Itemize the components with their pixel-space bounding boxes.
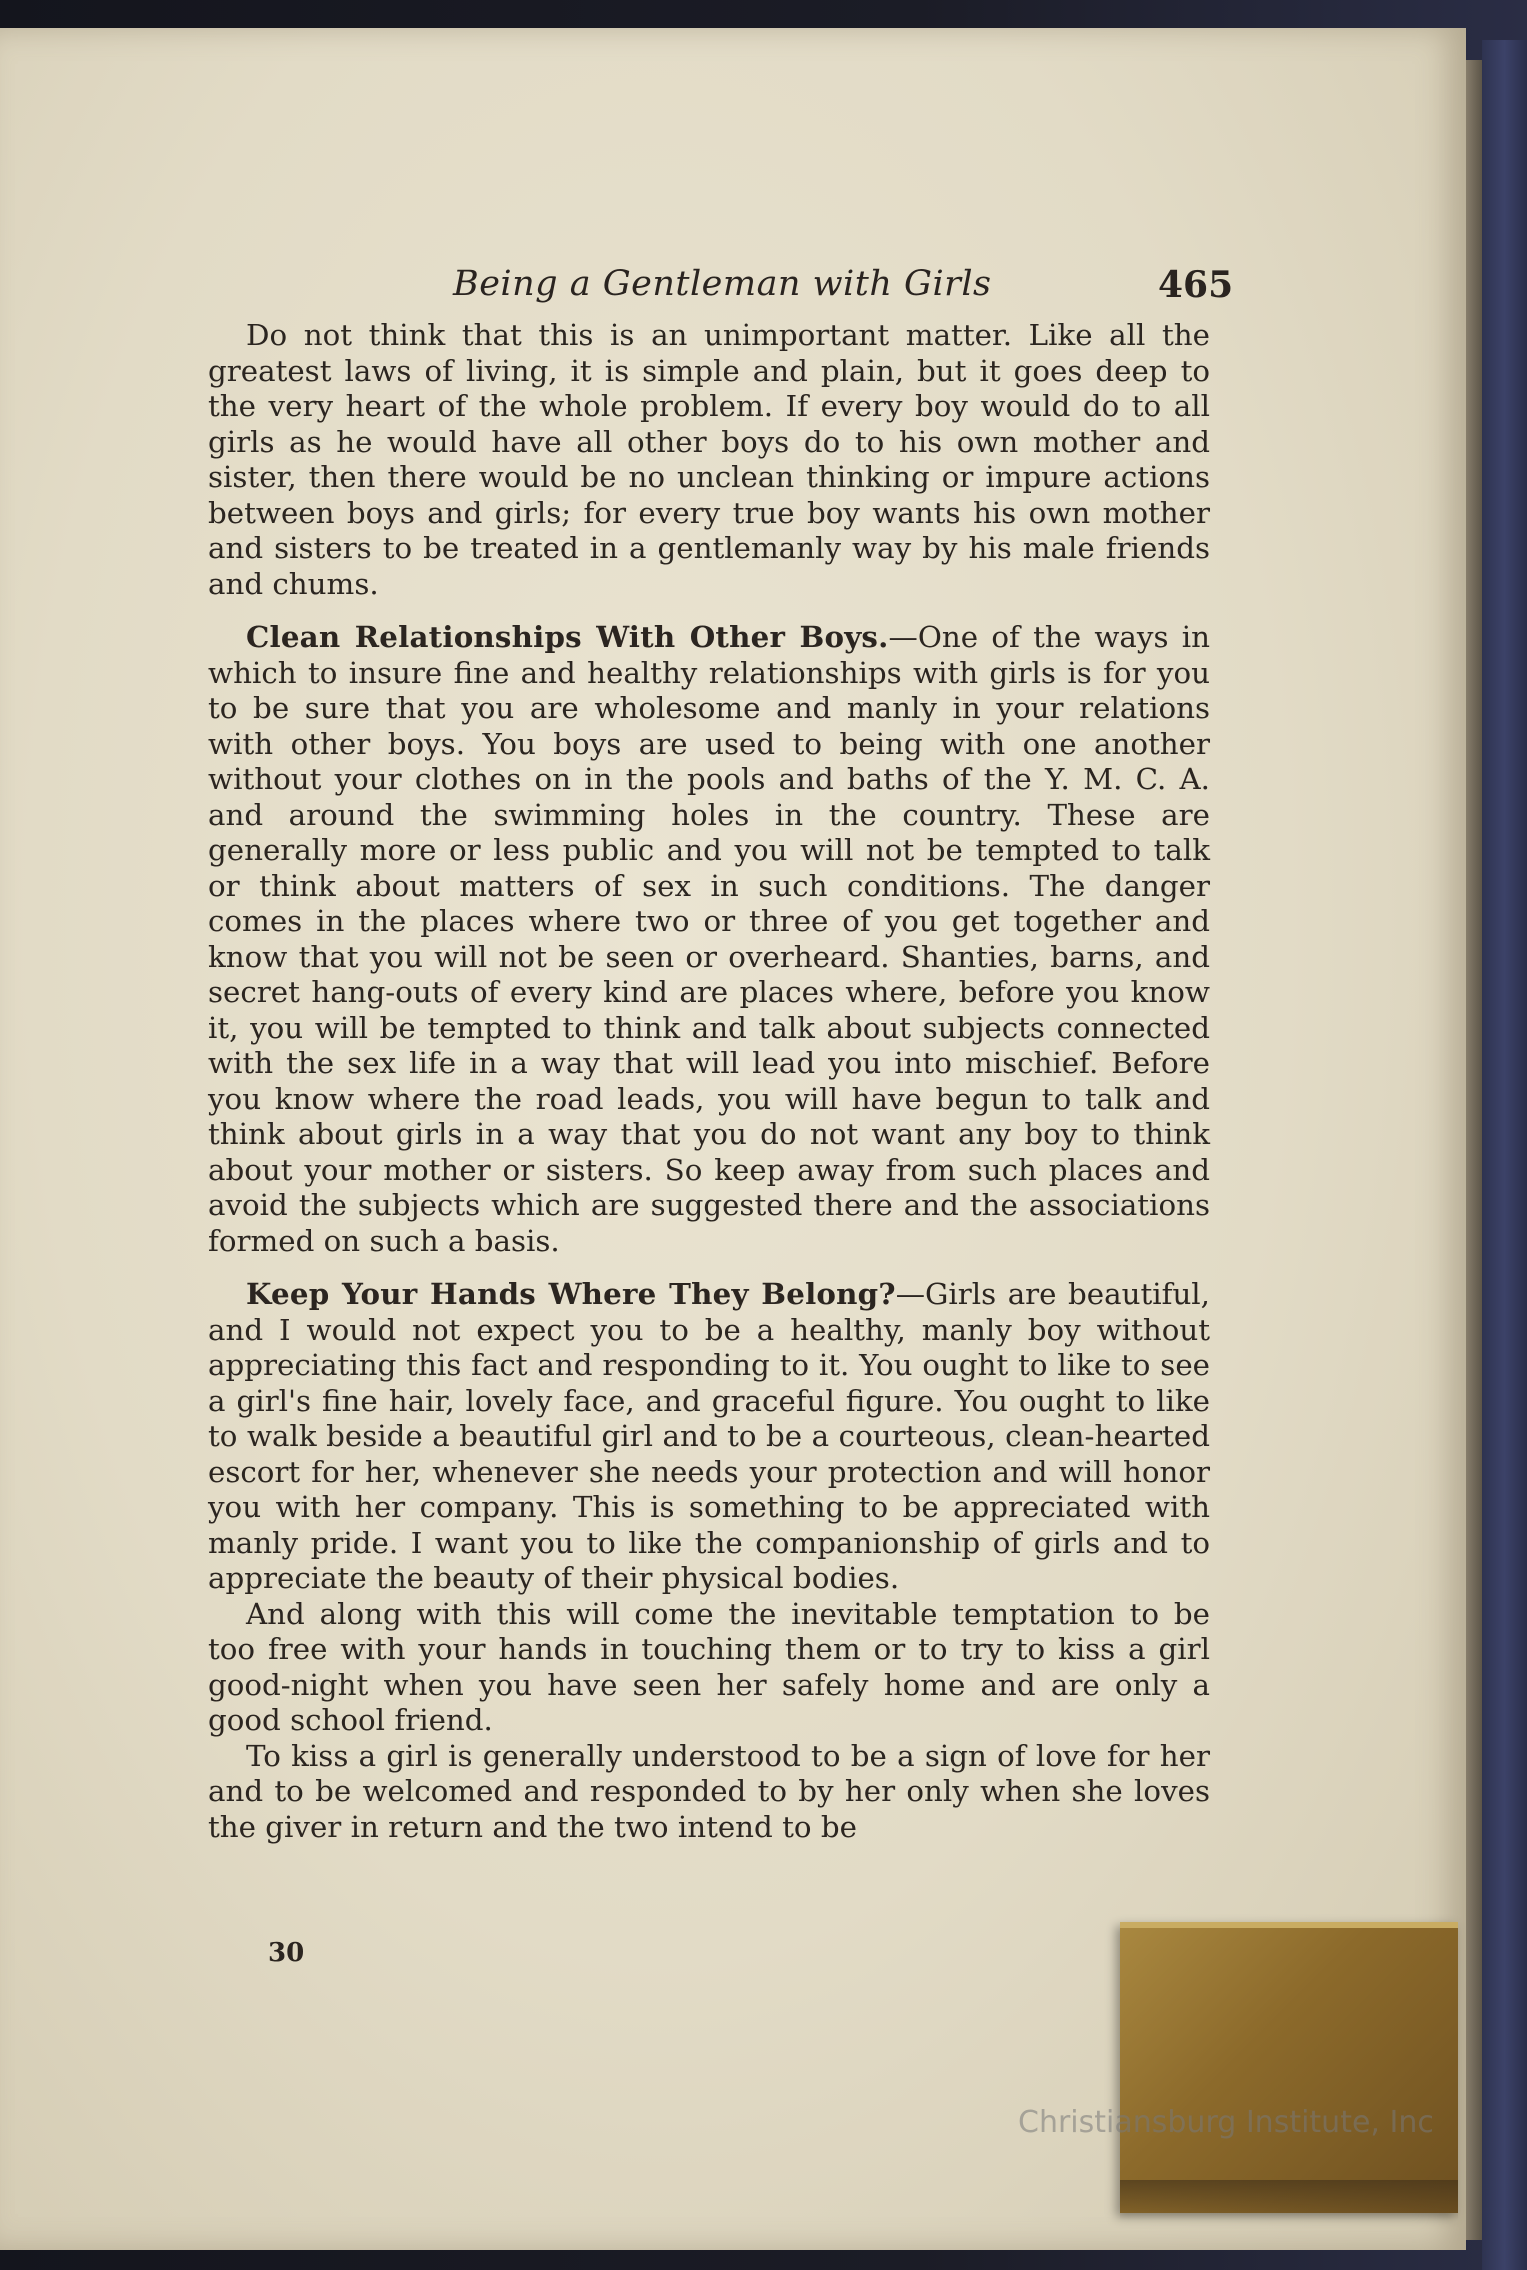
running-title: Being a Gentleman with Girls <box>453 264 992 304</box>
paragraph-2-text: —One of the ways in which to insure fine and healthy relationships with girls is for you to be sure that you are wholesome and manly in your relations with other boys. You boys are used to being with one another without your clothes on in the pools and baths of the Y. M. C. A. and around the swimming holes in the country. These are generally more or less public and you will not be tempted to talk or think about matters of sex in such conditions. The danger comes in the places where two or three of you get together and know that you will not be seen or overheard. Shanties, barns, and secret hang-outs of every kind are places where, before you know it, you will be tempted to think and talk about subjects connected with the sex life in a way that will lead you into mischief. Before you know where the road leads, you will have begun to talk and think about girls in a way that you do not want any boy to think about your mother or sisters. So keep away from such places and avoid the subjects which are suggested there and the associations formed on such a basis. <box>208 620 1210 1258</box>
watermark: Christiansburg Institute, Inc <box>1018 2105 1434 2140</box>
running-head <box>0 258 1466 318</box>
body-text <box>208 318 1210 1845</box>
page-number: 465 <box>1158 264 1234 306</box>
paragraph-5: To kiss a girl is generally understood to be a sign of love for her and to be welcomed and responded to by her only when she loves the giver in return and the two intend to be <box>208 1738 1210 1844</box>
section-heading-clean-relationships: Clean Relationships With Other Boys. <box>246 619 889 654</box>
book-page <box>0 28 1466 2250</box>
paragraph-2 <box>208 619 1210 1259</box>
book-cover-edge <box>1482 40 1527 2270</box>
paragraph-3-text: —Girls are beautiful, and I would not expect you to be a healthy, manly boy without appreciating this fact and responding to it. You ought to like to see a girl's fine hair, lovely face, and graceful figure. You ought to like to walk beside a beautiful girl and to be a courteous, clean-hearted escort for her, whenever she needs your protection and will honor you with her company. This is something to be appreciated with manly pride. I want you to like the companionship of girls and to appreciate the beauty of their physical bodies. <box>208 1277 1210 1595</box>
signature-mark: 30 <box>268 1938 305 1968</box>
section-heading-keep-hands: Keep Your Hands Where They Belong? <box>246 1276 896 1311</box>
paragraph-4: And along with this will come the inevitable temptation to be too free with your hands in touching them or to try to kiss a girl good-night when you have seen her safely home and are only a good school friend. <box>208 1596 1210 1737</box>
bookmark-shadow <box>1120 2180 1458 2220</box>
paragraph-1: Do not think that this is an unimportant matter. Like all the greatest laws of living, it is simple and plain, but it goes deep to the very heart of the whole problem. If every boy would do to all girls as he would have all other boys do to his own mother and sister, then there would be no unclean thinking or impure actions between boys and girls; for every true boy wants his own mother and sisters to be treated in a gentlemanly way by his male friends and chums. <box>208 318 1210 601</box>
brass-bookmark <box>1120 1922 1458 2213</box>
paragraph-3 <box>208 1276 1210 1597</box>
